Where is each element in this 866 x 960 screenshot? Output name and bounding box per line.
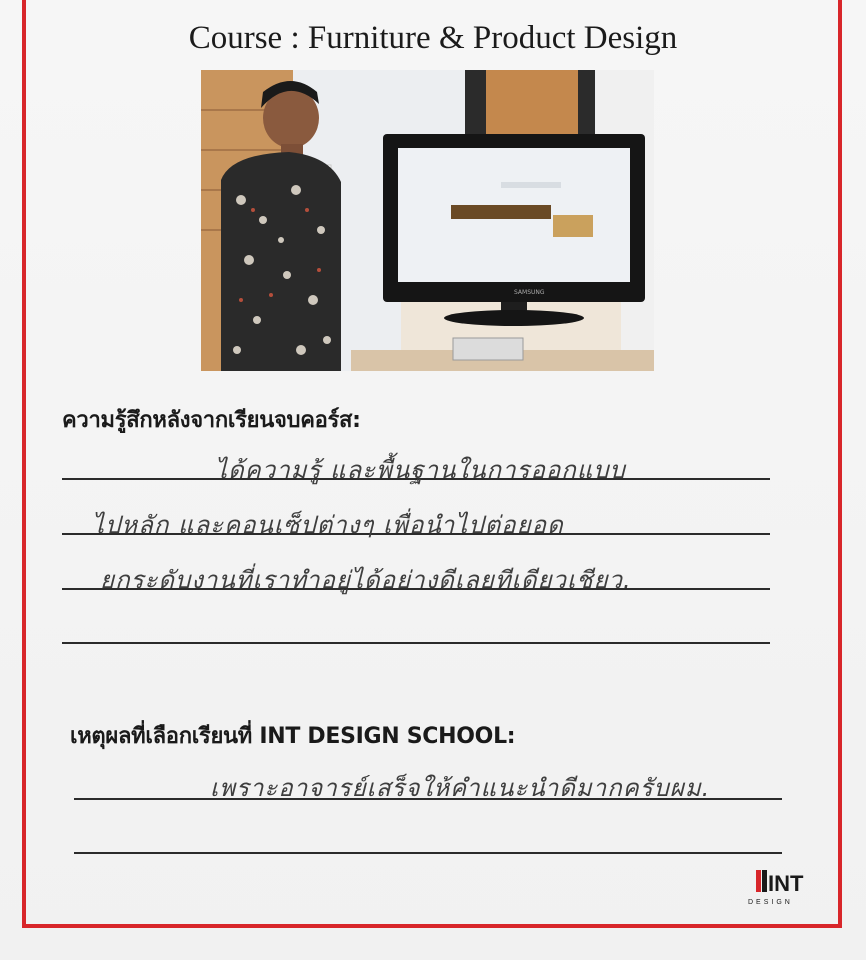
feeling-heading: ความรู้สึกหลังจากเรียนจบคอร์ส: xyxy=(62,408,361,433)
handwritten-answer: เพราะอาจารย์เสร็จให้คำแนะนำดีมากครับผม. xyxy=(210,774,711,802)
answer-line xyxy=(62,642,770,644)
logo-sub: DESIGN xyxy=(748,899,793,906)
logo-mark: INT xyxy=(768,871,804,896)
answer-line xyxy=(74,852,782,854)
course-title: Course : Furniture & Product Design xyxy=(188,20,678,56)
int-design-logo xyxy=(748,868,828,908)
handwritten-answer: ไปหลัก และคอนเซ็ปต่างๆ เพื่อนำไปต่อยอด xyxy=(92,511,564,539)
handwritten-answer: ยกระดับงานที่เราทำอยู่ได้อย่างดีเลยทีเดียวเชียว. xyxy=(100,566,632,594)
tv-brand: SAMSUNG xyxy=(514,289,545,296)
student-photo xyxy=(201,70,654,371)
reason-heading: เหตุผลที่เลือกเรียนที่ INT DESIGN SCHOOL: xyxy=(70,724,516,749)
handwritten-answer: ได้ความรู้ และพื้นฐานในการออกแบบ xyxy=(215,456,626,484)
photo-illustration xyxy=(201,70,654,371)
